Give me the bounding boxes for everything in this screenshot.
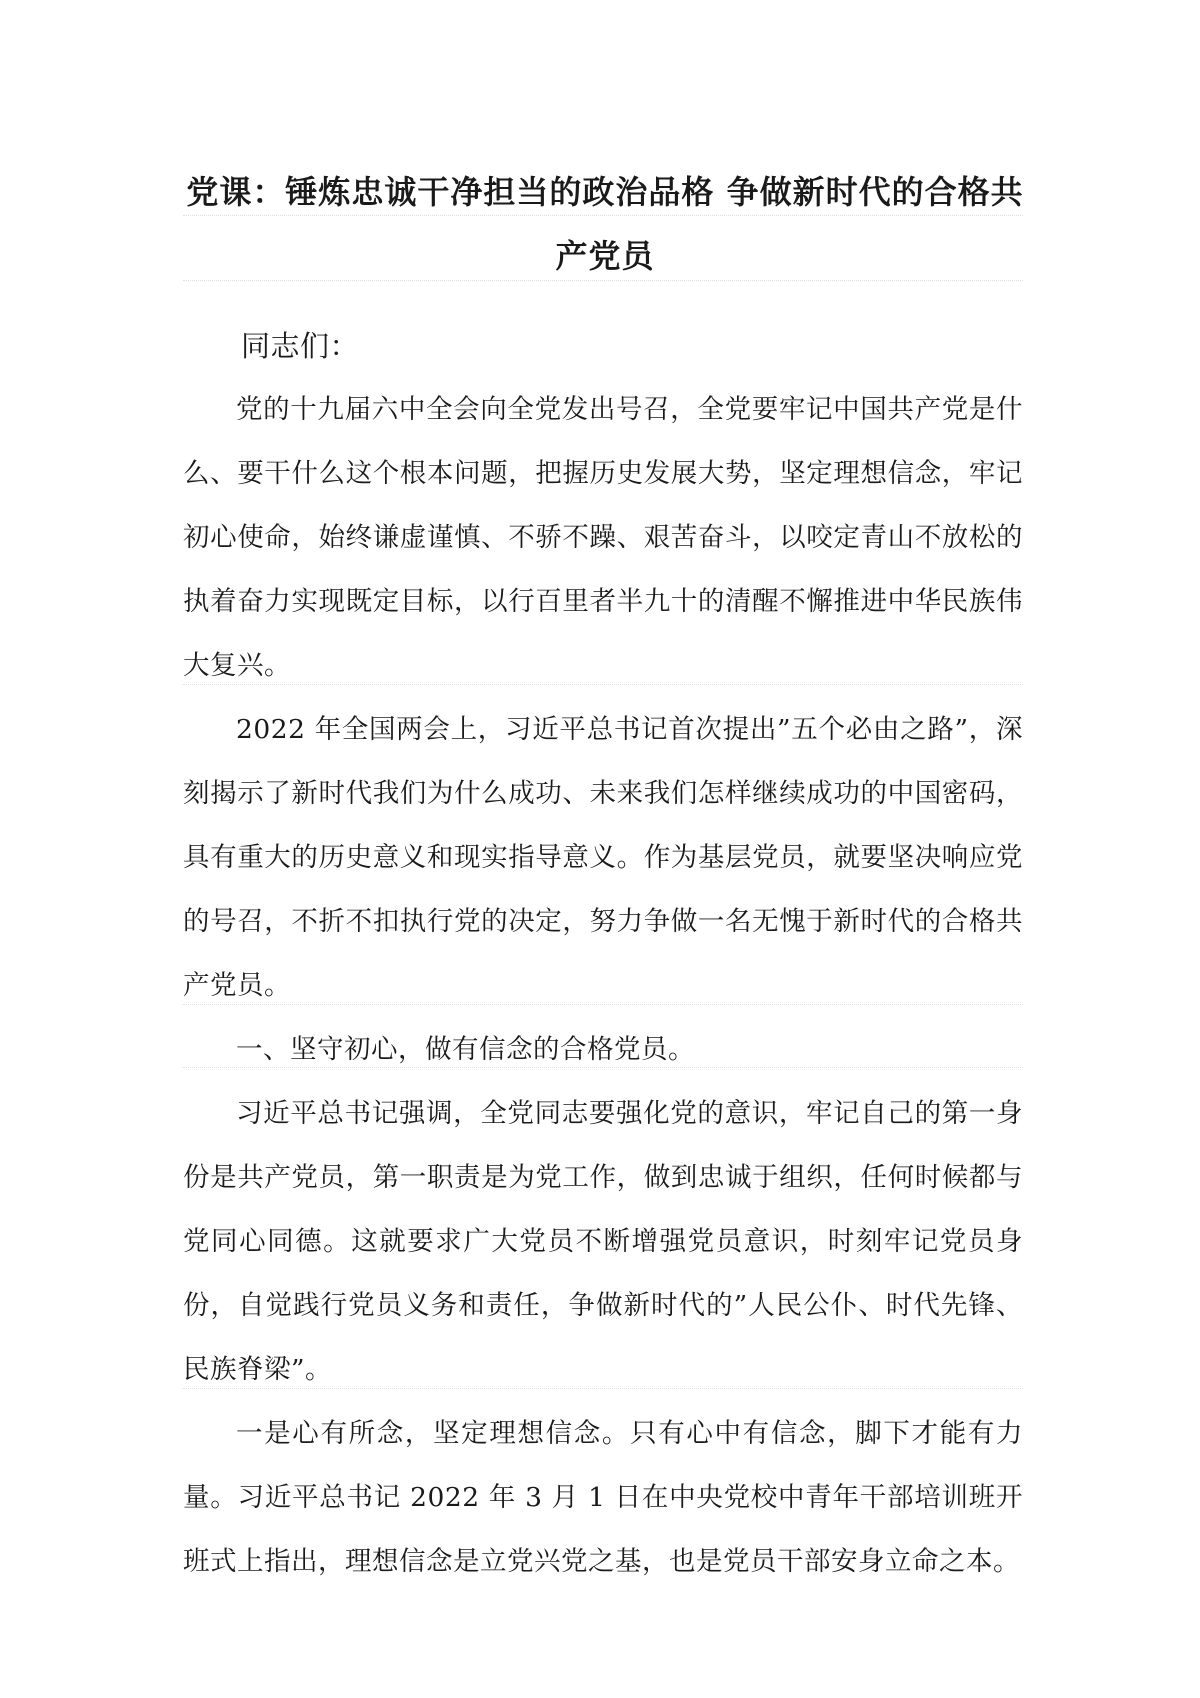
line-divider — [183, 1388, 1023, 1389]
line-divider — [183, 280, 1023, 281]
line-divider — [183, 215, 1023, 216]
line-divider — [183, 1067, 1023, 1068]
line-divider — [183, 684, 1023, 685]
document-title: 党课：锤炼忠诚干净担当的政治品格 争做新时代的合格共产党员 — [186, 173, 1024, 275]
section-heading: 一、坚守初心，做有信念的合格党员。 — [236, 1034, 695, 1065]
paragraph: 党的十九届六中全会向全党发出号召，全党要牢记中国共产党是什么、要干什么这个根本问题，把握历史发展大势，坚定理想信念，牢记初心使命，始终谦虚谨慎、不骄不躁、艰苦奋斗，以咬定青山不放松的执着奋力实现既定目标，以行百里者半九十的清醒不懈推进中华民族伟大复兴。 — [183, 394, 1023, 681]
paragraph: 2022 年全国两会上，习近平总书记首次提出”五个必由之路”，深刻揭示了新时代我们为什么成功、未来我们怎样继续成功的中国密码，具有重大的历史意义和现实指导意义。作为基层党员，就要坚决响应党的号召，不折不扣执行党的决定，努力争做一名无愧于新时代的合格共产党员。 — [183, 714, 1023, 1001]
paragraph: 一是心有所念，坚定理想信念。只有心中有信念，脚下才能有力量。习近平总书记 2022 年 3 月 1 日在中央党校中青年干部培训班开班式上指出，理想信念是立党兴党之基，也是党员干部安身立命之本。 — [183, 1418, 1023, 1577]
paragraph: 习近平总书记强调，全党同志要强化党的意识，牢记自己的第一身份是共产党员，第一职责是为党工作，做到忠诚于组织，任何时候都与党同心同德。这就要求广大党员不断增强党员意识，时刻牢记党员身份，自觉践行党员义务和责任，争做新时代的”人民公仆、时代先锋、民族脊梁”。 — [183, 1098, 1023, 1385]
greeting: 同志们： — [241, 329, 360, 363]
line-divider — [183, 1004, 1023, 1005]
document-body — [183, 314, 1023, 1594]
